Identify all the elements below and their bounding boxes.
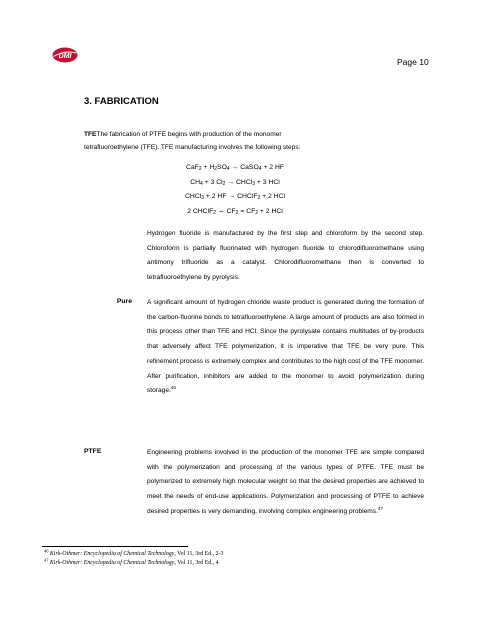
equation-line <box>160 190 310 205</box>
intro-lead: TFE <box>84 131 97 138</box>
footnote-detail: , Vol 11, 3rd Ed., 4 <box>174 560 219 566</box>
equation-term: = CF <box>238 208 256 216</box>
footnote-46 <box>44 550 223 558</box>
footnote-detail: , Vol 11, 3rd Ed., 2-3 <box>174 551 224 557</box>
equation-term: + 2 HF → CHClF <box>204 193 258 201</box>
equation-term: CHCl <box>185 193 202 201</box>
intro-line-2: tetrafluoroethylene (TFE). TFE manufacturing involves the following steps: <box>84 144 301 151</box>
equation-term: + H <box>201 164 215 171</box>
equation-block <box>160 161 310 220</box>
pure-paragraph <box>147 296 424 399</box>
footnote-number: 47 <box>44 557 49 563</box>
equation-term: + 3 Cl <box>202 178 223 186</box>
equation-subscript: 2 <box>255 210 259 217</box>
ptfe-paragraph <box>147 446 424 520</box>
pure-footnote-ref: 46 <box>170 385 176 391</box>
equation-subscript: 3 <box>201 195 205 202</box>
intro-line-1: The fabrication of PTFE begins with production of the monomer <box>96 131 282 138</box>
intro-text <box>84 128 414 154</box>
equation-term: → CHCl <box>225 178 253 186</box>
footnote-number: 46 <box>44 548 49 554</box>
equation-subscript: 2 <box>214 166 218 172</box>
footnote-divider <box>42 546 188 547</box>
footnote-47 <box>44 559 219 567</box>
ptfe-footnote-ref: 47 <box>377 505 384 511</box>
equation-term: + 2 HCl <box>258 208 283 216</box>
equation-line <box>160 205 310 220</box>
equation-subscript: 4 <box>200 180 203 187</box>
pure-text: A significant amount of hydrogen chloride waste product is generated during the formation of the carbon-fluorine bonds to tetrafluoroethylene. A large amount of products are also formed in this process other than TFE and HCl. Since the pyrolysate contains multitudes of by-products that adversely affect TFE polymerization, it is imperative that TFE be very pure. This refinement process is extremely complex and contributes to the high cost of the TFE monomer. After purification, inhibitors are added to the monomer to avoid polymerization during storage. <box>147 299 424 395</box>
equation-subscript: 4 <box>258 166 262 172</box>
dmi-logo-icon <box>52 47 78 63</box>
equation-term: 2 CHClF <box>187 208 214 216</box>
equation-term: + 3 HCl <box>255 178 280 186</box>
equation-term: SO <box>217 164 227 171</box>
equation-subscript: 3 <box>252 180 256 187</box>
equation-term: CH <box>190 178 201 186</box>
equation-subscript: 2 <box>198 166 202 172</box>
equation-line <box>160 161 310 176</box>
company-logo <box>52 47 78 63</box>
intro-paragraph: Hydrogen fluoride is manufactured by the first step and chloroform by the second step. Chloroform is partially fluorinated with hydrogen fluoride to chlorodifluoromethane using antimony trifluoride as a catalyst. Chlorodifluoromethane then is converted to tetrafluoroethylene by pyrolysis. <box>147 230 424 282</box>
equation-subscript: 2 <box>222 180 226 187</box>
pure-label: Pure <box>116 298 132 305</box>
equation-term: + 2 HCl <box>260 193 285 201</box>
equation-subscript: 2 <box>257 195 261 202</box>
equation-line <box>160 176 310 191</box>
footnote-title: Kirk-Othmer: Encyclopedia of Chemical Technology <box>49 560 175 566</box>
equation-term: + 2 HF <box>261 164 285 171</box>
section-heading: 3. FABRICATION <box>84 96 159 107</box>
ptfe-text: Engineering problems involved in the production of the monomer TFE are simple compared with the polymerization and processing of the various types of PTFE. TFE must be polymerized to extremely high molecular weight so that the desired properties are achieved to meet the needs of end-use applications. Polymerization and processing of PTFE to achieve desired properties is very demanding, involving complex engineering problems. <box>147 449 424 515</box>
page-number: Page 10 <box>397 57 429 67</box>
equation-term: → CaSO <box>229 164 259 171</box>
logo-text: DMI <box>58 53 72 60</box>
ptfe-label: PTFE <box>84 448 102 455</box>
footnote-title: Kirk-Othmer: Encyclopedia of Chemical Technology <box>49 551 175 557</box>
equation-term: ⇔ CF <box>216 208 236 216</box>
equation-subscript: 2 <box>213 210 217 217</box>
equation-term: CaF <box>185 164 199 171</box>
equation-subscript: 2 <box>235 210 239 217</box>
equation-subscript: 4 <box>226 166 230 172</box>
